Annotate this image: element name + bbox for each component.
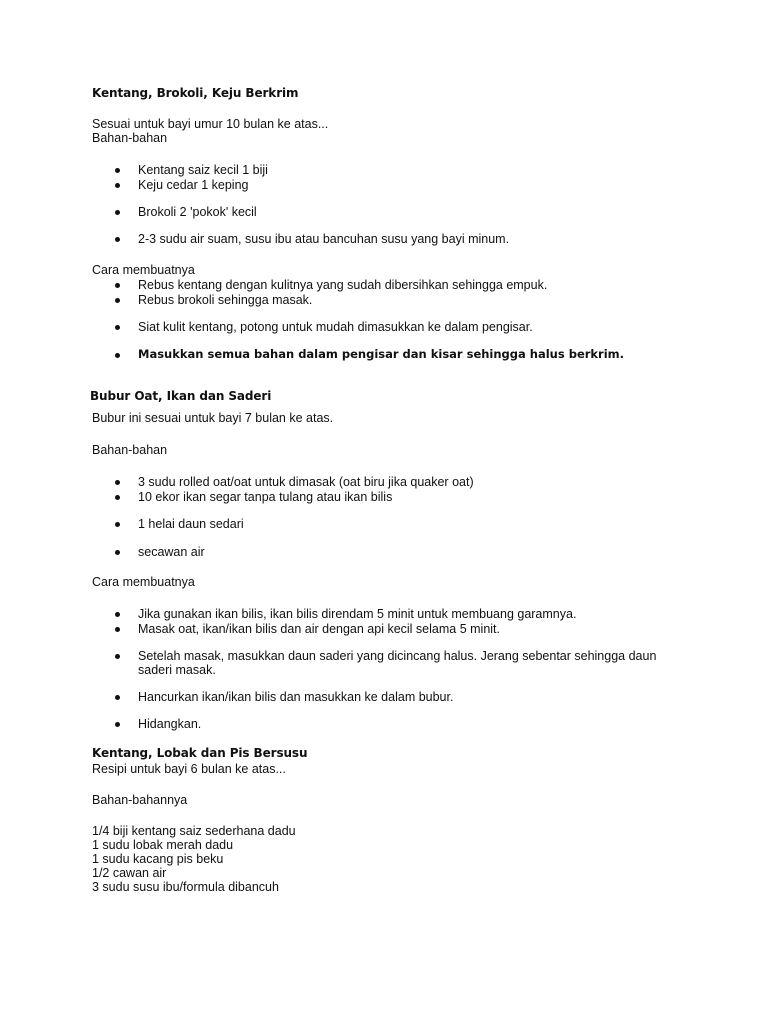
recipe-3-ingredient: 1/2 cawan air	[92, 866, 167, 880]
recipe-3-ingredient: 1 sudu lobak merah dadu	[92, 838, 234, 852]
bullet-icon	[115, 654, 120, 659]
recipe-2-step: Masak oat, ikan/ikan bilis dan air dengan api kecil selama 5 minit.	[138, 622, 500, 636]
recipe-2-step: Hancurkan ikan/ikan bilis dan masukkan ke dalam bubur.	[138, 690, 454, 704]
recipe-2-step: Jika gunakan ikan bilis, ikan bilis direndam 5 minit untuk membuang garamnya.	[138, 607, 577, 621]
bullet-icon	[115, 612, 120, 617]
recipe-2-ingredient: 3 sudu rolled oat/oat untuk dimasak (oat biru jika quaker oat)	[138, 475, 474, 489]
recipe-3-ingredient: 1/4 biji kentang saiz sederhana dadu	[92, 824, 296, 838]
recipe-2-step-continued: saderi masak.	[138, 663, 216, 677]
recipe-2-ingredients-label: Bahan-bahan	[92, 443, 168, 457]
recipe-2-title: Bubur Oat, Ikan dan Saderi	[90, 389, 272, 403]
bullet-icon	[115, 237, 120, 242]
bullet-icon	[115, 550, 120, 555]
recipe-1-step: Siat kulit kentang, potong untuk mudah dimasukkan ke dalam pengisar.	[138, 320, 533, 334]
recipe-2-ingredient: secawan air	[138, 545, 205, 559]
recipe-2-ingredient: 1 helai daun sedari	[138, 517, 244, 531]
recipe-1-step: Rebus kentang dengan kulitnya yang sudah dibersihkan sehingga empuk.	[138, 278, 548, 292]
recipe-3-ingredients-label: Bahan-bahannya	[92, 793, 188, 807]
bullet-icon	[115, 722, 120, 727]
recipe-1-ingredient: Keju cedar 1 keping	[138, 178, 249, 192]
recipe-1-step: Rebus brokoli sehingga masak.	[138, 293, 313, 307]
bullet-icon	[115, 495, 120, 500]
recipe-2-ingredient: 10 ekor ikan segar tanpa tulang atau ikan bilis	[138, 490, 393, 504]
recipe-1-ingredient: Brokoli 2 'pokok' kecil	[138, 205, 257, 219]
recipe-3-intro: Resipi untuk bayi 6 bulan ke atas...	[92, 762, 286, 776]
recipe-2-intro: Bubur ini sesuai untuk bayi 7 bulan ke atas.	[92, 411, 334, 425]
recipe-3-ingredient: 3 sudu susu ibu/formula dibancuh	[92, 880, 279, 894]
recipe-2-step: Hidangkan.	[138, 717, 202, 731]
bullet-icon	[115, 522, 120, 527]
bullet-icon	[115, 480, 120, 485]
bullet-icon	[115, 325, 120, 330]
bullet-icon	[115, 298, 120, 303]
bullet-icon	[115, 183, 120, 188]
recipe-1-title: Kentang, Brokoli, Keju Berkrim	[92, 86, 299, 100]
recipe-3-ingredient: 1 sudu kacang pis beku	[92, 852, 224, 866]
bullet-icon	[115, 627, 120, 632]
bullet-icon	[115, 353, 120, 358]
recipe-1-ingredient: 2-3 sudu air suam, susu ibu atau bancuhan susu yang bayi minum.	[138, 232, 510, 246]
bullet-icon	[115, 168, 120, 173]
recipe-2-method-label: Cara membuatnya	[92, 575, 195, 589]
bullet-icon	[115, 210, 120, 215]
bullet-icon	[115, 283, 120, 288]
recipe-1-method-label: Cara membuatnya	[92, 263, 195, 277]
recipe-1-ingredients-label: Bahan-bahan	[92, 131, 168, 145]
recipe-1-step: Masukkan semua bahan dalam pengisar dan kisar sehingga halus berkrim.	[138, 347, 625, 361]
recipe-2-step: Setelah masak, masukkan daun saderi yang dicincang halus. Jerang sebentar sehingga daun	[138, 649, 657, 663]
recipe-1-ingredient: Kentang saiz kecil 1 biji	[138, 163, 268, 177]
recipe-3-title: Kentang, Lobak dan Pis Bersusu	[92, 746, 308, 760]
bullet-icon	[115, 695, 120, 700]
recipe-1-intro: Sesuai untuk bayi umur 10 bulan ke atas...	[92, 117, 329, 131]
